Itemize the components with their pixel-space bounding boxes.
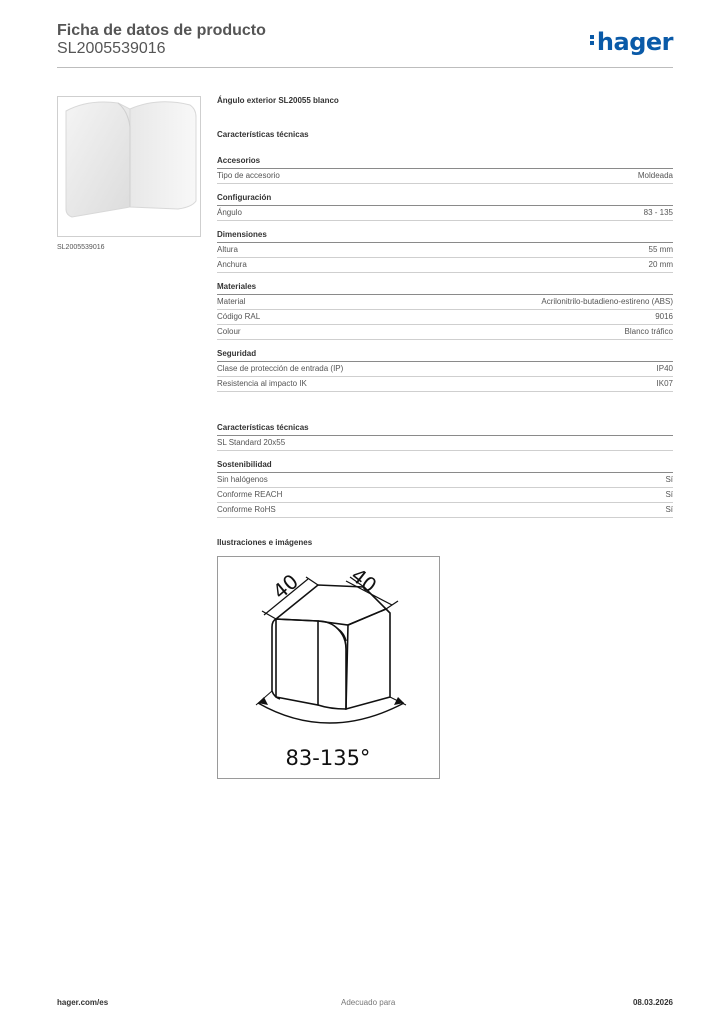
spec-value: 83 - 135 <box>643 208 673 217</box>
product-code: SL2005539016 <box>57 40 166 57</box>
spec-row <box>217 377 673 392</box>
spec-row <box>217 295 673 310</box>
section-tech-2 <box>217 423 673 451</box>
spec-label: Código RAL <box>217 312 261 321</box>
section-title: Materiales <box>217 282 673 295</box>
product-photo-icon <box>58 97 200 236</box>
spec-row <box>217 310 673 325</box>
spec-value: IP40 <box>656 364 673 373</box>
spec-label: Anchura <box>217 260 247 269</box>
spec-label: Sin halógenos <box>217 475 268 484</box>
logo-text: hager <box>596 28 673 56</box>
spec-row <box>217 436 673 451</box>
spec-label: Tipo de accesorio <box>217 171 280 180</box>
spec-row <box>217 169 673 184</box>
illustrations-title: Ilustraciones e imágenes <box>217 538 313 547</box>
spec-row <box>217 258 673 273</box>
hager-logo <box>590 28 673 56</box>
spec-label: Colour <box>217 327 241 336</box>
spec-value: Moldeada <box>637 171 673 180</box>
product-name: Ángulo exterior SL20055 blanco <box>217 96 339 105</box>
section-dimensiones <box>217 230 673 273</box>
spec-value: 55 mm <box>648 245 673 254</box>
spec-value: Blanco tráfico <box>624 327 673 336</box>
spec-label: Clase de protección de entrada (IP) <box>217 364 344 373</box>
spec-value: Sí <box>665 490 673 499</box>
spec-label: Conforme RoHS <box>217 505 276 514</box>
page-header <box>57 20 673 68</box>
footer-center-text: Adecuado para <box>341 998 396 1007</box>
spec-row <box>217 488 673 503</box>
section-seguridad <box>217 349 673 392</box>
spec-row <box>217 473 673 488</box>
spec-row <box>217 503 673 518</box>
section-configuracion <box>217 193 673 221</box>
section-title: Configuración <box>217 193 673 206</box>
section-title: Accesorios <box>217 156 673 169</box>
page-title: Ficha de datos de producto <box>57 22 266 39</box>
spec-row <box>217 206 673 221</box>
logo-dots-icon <box>590 33 595 47</box>
spec-value: Sí <box>665 475 673 484</box>
spec-label: Ángulo <box>217 208 242 217</box>
thumbnail-caption: SL2005539016 <box>57 244 105 251</box>
spec-content <box>217 96 673 779</box>
dimension-drawing-icon <box>218 557 439 778</box>
spec-label: Conforme REACH <box>217 490 283 499</box>
section-title: Dimensiones <box>217 230 673 243</box>
tech-heading: Características técnicas <box>217 130 309 139</box>
spec-value: IK07 <box>656 379 673 388</box>
footer-site-link[interactable]: hager.com/es <box>57 998 109 1007</box>
spec-label: Material <box>217 297 246 306</box>
section-sostenibilidad <box>217 460 673 518</box>
section-accesorios <box>217 156 673 184</box>
section-materiales <box>217 282 673 340</box>
product-thumbnail <box>57 96 201 237</box>
spec-value: Acrilonitrilo-butadieno-estireno (ABS) <box>541 297 673 306</box>
section-title: Seguridad <box>217 349 673 362</box>
angle-label: 83-135° <box>285 746 371 770</box>
dim-left-label: 40 <box>267 569 303 604</box>
spec-label: SL Standard 20x55 <box>217 438 286 447</box>
spec-row <box>217 362 673 377</box>
technical-drawing <box>217 556 440 779</box>
spec-row <box>217 325 673 340</box>
section-title: Sostenibilidad <box>217 460 673 473</box>
spec-label: Altura <box>217 245 238 254</box>
dim-right-label: 40 <box>346 563 382 598</box>
spec-label: Resistencia al impacto IK <box>217 379 307 388</box>
spec-value: 9016 <box>655 312 673 321</box>
spec-row <box>217 243 673 258</box>
spec-value: Sí <box>665 505 673 514</box>
spec-value: 20 mm <box>648 260 673 269</box>
section-title: Características técnicas <box>217 423 673 436</box>
footer-date: 08.03.2026 <box>632 998 673 1007</box>
